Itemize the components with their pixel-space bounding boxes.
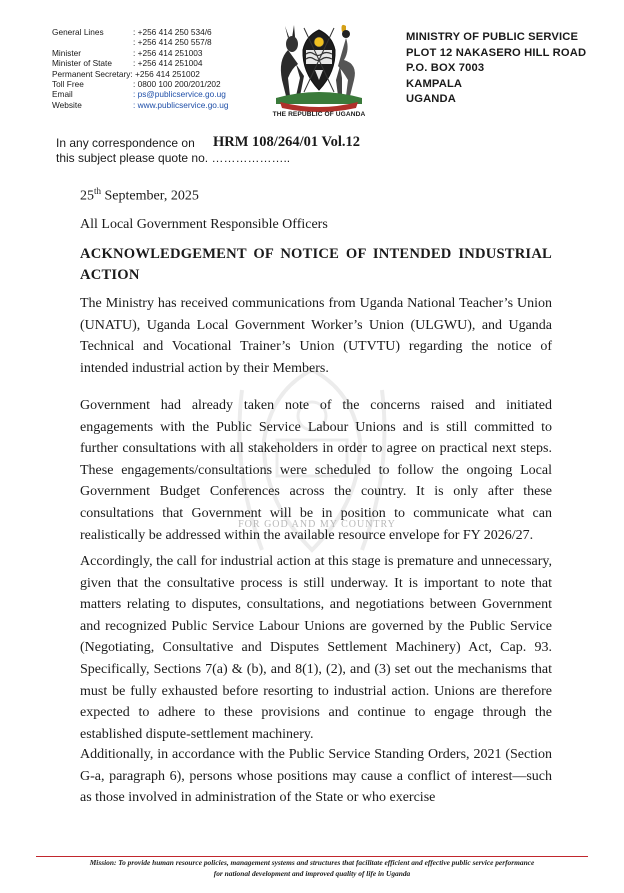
- contact-value: : +256 414 251004: [133, 58, 203, 69]
- correspondence-line-1: In any correspondence on: [56, 136, 195, 150]
- coat-of-arms-icon: [266, 20, 372, 112]
- contact-value: : 0800 100 200/201/202: [133, 78, 221, 89]
- footer-rule: [36, 856, 588, 857]
- mission-line-2: for national development and improved quality of life in Uganda: [213, 868, 411, 878]
- contact-value: : +256 414 251003: [133, 47, 203, 58]
- date-rest: September, 2025: [101, 188, 199, 204]
- contact-value: : +256 414 250 534/6: [133, 27, 212, 37]
- ministry-city: KAMPALA: [406, 77, 463, 90]
- contact-label: Website: [52, 99, 82, 110]
- contact-label: General Lines: [52, 27, 104, 37]
- ministry-name: MINISTRY OF PUBLIC SERVICE: [406, 31, 579, 43]
- addressee: All Local Government Responsible Officers: [80, 217, 328, 232]
- email-link[interactable]: : ps@publicservice.go.ug: [133, 89, 226, 100]
- paragraph-3: Accordingly, the call for industrial action at this stage is premature and unnecessary, given that the consultative process is still underway. It is important to note that matters relating to disputes, consultations, and negotiations between Government and recognized Public Service Labour Unions are governed by the Public Service (Negotiating, Consultative and Disputes Settlement Machinery) Act, Cap. 93. Specifically, Sections 7(a) & (b), and 8(1), (2), and (3) set out the mechanisms that must be fully exhausted before resorting to industrial action. Unions are therefore expected to adhere to these provisions and continue to engage through the established dispute-settlement machinery.: [80, 554, 552, 742]
- paragraph-1: The Ministry has received communications from Uganda National Teacher’s Union (UNATU), Uganda Local Government Worker’s Union (ULGWU), and Uganda Technical and Vocational Trainer’s Union (UTVTU) regarding the notice of intended industrial action by their Members.: [80, 296, 552, 376]
- letter-date: [80, 186, 199, 205]
- ministry-plot: PLOT 12 NAKASERO HILL ROAD: [406, 46, 587, 59]
- mission-line-1: Mission: To provide human resource policies, management systems and structures that facilitate efficient and effective public service performance: [89, 858, 535, 867]
- reference-number: HRM 108/264/01 Vol.12: [213, 134, 361, 150]
- date-suffix: th: [94, 186, 102, 196]
- contact-label: Email: [52, 89, 73, 100]
- mission-statement: [20, 858, 604, 879]
- ministry-country: UGANDA: [406, 93, 456, 106]
- contact-label: Toll Free: [52, 78, 84, 89]
- letter-title: ACKNOWLEDGEMENT OF NOTICE OF INTENDED INDUSTRIAL ACTION: [80, 246, 552, 283]
- watermark-motto: FOR GOD AND MY COUNTRY: [238, 519, 396, 530]
- correspondence-line-2: this subject please quote no. ………………..: [56, 151, 291, 165]
- website-link[interactable]: : www.publicservice.go.ug: [133, 99, 229, 110]
- contact-label: Permanent Secretary: +256 414 251002: [52, 68, 200, 79]
- paragraph-4: Additionally, in accordance with the Public Service Standing Orders, 2021 (Section G-a, paragraph 6), persons whose positions may cause a conflict of interest—such as those involved in administration of the State or who exercise: [80, 747, 552, 806]
- contact-label: Minister of State: [52, 58, 112, 69]
- ministry-address: [406, 30, 586, 108]
- ministry-po-box: P.O. BOX 7003: [406, 62, 485, 75]
- arms-caption: THE REPUBLIC OF UGANDA: [272, 111, 366, 118]
- paragraph-2: Government had already taken note of the concerns raised and initiated engagements with the Public Service Labour Unions and is still committed to further consultations with all stakeholders in order to agree on practical next steps. These engagements/consultations were scheduled to follow the ongoing Local Government Budget Conferences across the country. It is only after these consultations that Government will be in position to communicate what can realistically be addressed within the available resource envelope for FY 2026/27.: [80, 398, 552, 543]
- contact-value: : +256 414 250 557/8: [133, 37, 212, 48]
- contact-label: Minister: [52, 47, 82, 58]
- date-day: 25: [80, 188, 94, 204]
